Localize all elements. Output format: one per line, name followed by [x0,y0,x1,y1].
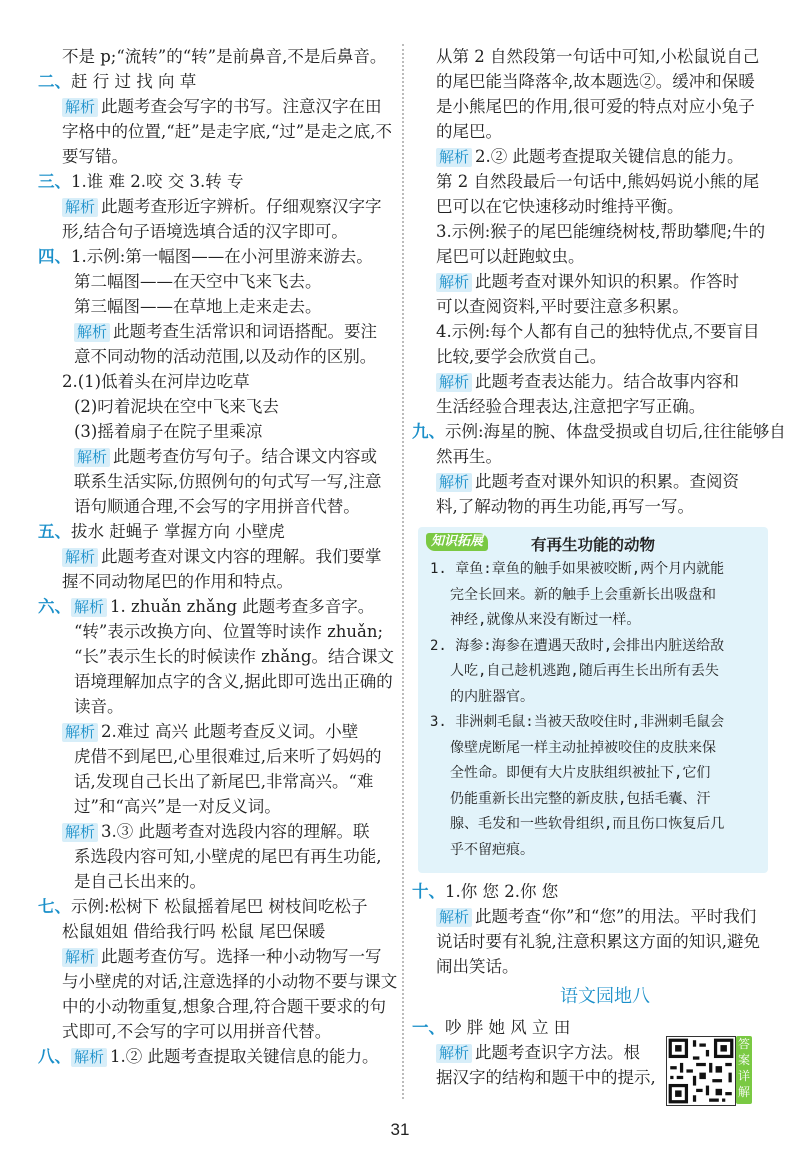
text-line [38,569,395,594]
line-text: 生活经验合理表达,注意把字写正确。 [436,397,706,416]
line-text: 握不同动物尾巴的作用和特点。 [62,572,293,591]
text-line [430,557,768,583]
analysis-tag: 解析 [62,823,98,842]
text-line [38,869,395,894]
line-text: (2)叼着泥块在空中飞来飞去 [74,397,279,416]
text-line [38,419,395,444]
line-text: 是小熊尾巴的作用,很可爱的特点对应小兔子 [436,97,755,116]
analysis-tag: 解析 [436,908,472,927]
line-text: “长”表示生长的时候读作 zhǎng。结合课文 [74,647,394,666]
text-line [38,594,395,619]
section-number: 五、 [38,522,71,541]
line-text: 1.谁 难 2.咬 交 3.转 专 [71,172,244,191]
qr-code-block[interactable] [666,1036,752,1108]
section-number: 六、 [38,597,71,616]
text-line [38,144,395,169]
text-line [38,44,395,69]
qr-code[interactable] [666,1036,736,1106]
line-text: 此题考查表达能力。结合故事内容和 [475,372,740,391]
text-line [38,719,395,744]
line-text: 1.示例:第一幅图——在小河里游来游去。 [71,247,373,266]
line-text: 示例:海星的腕、体盘受损或自切后,往往能够自 [445,422,786,441]
text-line [430,659,768,685]
text-line [412,319,768,344]
line-text: 系选段内容可知,小壁虎的尾巴有再生功能, [74,847,382,866]
knowledge-body [418,557,768,863]
text-line [38,269,395,294]
line-text: 2.(1)低着头在河岸边吃草 [62,372,250,391]
text-line [430,787,768,813]
knowledge-box [418,527,768,873]
text-line [412,394,768,419]
section-number: 十、 [412,882,445,901]
text-line [430,583,768,609]
text-line [412,194,768,219]
line-text: 2.② 此题考查提取关键信息的能力。 [475,147,744,166]
line-text: 料,了解动物的再生功能,再写一写。 [436,497,694,516]
line-text: 第二幅图——在天空中飞来飞去。 [74,272,322,291]
text-line [412,954,768,979]
analysis-tag: 解析 [74,323,110,342]
line-text: 说话时要有礼貌,注意积累这方面的知识,避免 [436,932,760,951]
line-text: “转”表示改换方向、位置等时读作 zhuǎn; [74,622,384,641]
text-line [412,269,768,294]
text-line [38,819,395,844]
line-text: 可以查阅资料,平时要注意多积累。 [436,297,689,316]
line-text: 仍能重新长出完整的新皮肤,包括毛囊、汗 [450,790,711,807]
line-text: 不是 p;“流转”的“转”是前鼻音,不是后鼻音。 [62,47,387,66]
text-line [412,904,768,929]
line-text: 意不同动物的活动范围,以及动作的区别。 [74,347,377,366]
text-line [430,608,768,634]
line-text: 此题考查会写字的书写。注意汉字在田 [101,97,382,116]
text-line [430,838,768,864]
line-text: 的内脏器官。 [450,688,534,705]
analysis-tag: 解析 [436,473,472,492]
line-text: 此题考查识字方法。根 [475,1043,641,1062]
text-line [412,419,786,444]
text-line [38,469,395,494]
text-line [38,294,395,319]
section-number: 七、 [38,897,71,916]
line-text: (3)摇着扇子在院子里乘凉 [74,422,263,441]
line-text: 2.难过 高兴 此题考查反义词。小壁 [101,722,359,741]
text-line [430,812,768,838]
line-text: 虎借不到尾巴,心里很难过,后来听了妈妈的 [74,747,382,766]
line-text: 1. zhuǎn zhǎng 此题考查多音字。 [110,597,375,616]
text-line [412,244,768,269]
text-line [38,394,395,419]
text-line [38,694,395,719]
analysis-tag: 解析 [436,1044,472,1063]
text-line [430,634,768,660]
line-text: 3.③ 此题考查对选段内容的理解。联 [101,822,370,841]
text-line [412,469,768,494]
line-text: 完全长回来。新的触手上会重新长出吸盘和 [450,586,716,603]
line-text: 全性命。即便有大片皮肤组织被扯下,它们 [450,765,711,781]
line-text: 1.你 您 2.你 您 [445,882,559,901]
line-text: 人吃,自己趁机逃跑,随后再生长出所有丢失 [450,663,719,679]
qr-answer-tag: 答案详解 [736,1036,752,1104]
text-line [38,519,395,544]
line-text: 中的小动物重复,想象合理,符合题干要求的句 [62,997,386,1016]
analysis-tag: 解析 [62,548,98,567]
text-line [412,294,768,319]
text-line [38,69,395,94]
section-number: 二、 [38,72,71,91]
text-line [412,69,768,94]
section-title: 语文园地八 [560,986,650,1007]
text-line [412,879,768,904]
line-text: 从第 2 自然段第一句话中可知,小松鼠说自己 [436,47,760,66]
line-text: 据汉字的结构和题干中的提示, [436,1068,656,1087]
text-line [412,94,768,119]
text-line [412,1015,662,1040]
line-text: 语境理解加点字的含义,据此即可选出正确的 [74,672,393,691]
line-text: 此题考查对课外知识的积累。作答时 [475,272,740,291]
line-text: 赶 行 过 找 向 草 [71,72,197,91]
qr-code-icon [667,1037,735,1105]
text-line [412,219,768,244]
line-text: 第 2 自然段最后一句话中,熊妈妈说小熊的尾 [436,172,760,191]
text-line [38,994,395,1019]
text-line [38,919,395,944]
line-text: 2. 海参:海参在遭遇天敌时,会排出内脏送给敌 [430,637,725,654]
line-text: 吵 胖 她 风 立 田 [445,1018,571,1037]
line-text: 是自己长出来的。 [74,872,206,891]
text-line [412,369,768,394]
text-line [38,744,395,769]
line-text: 此题考查“你”和“您”的用法。平时我们 [475,907,757,926]
text-line [38,94,395,119]
text-line [412,169,768,194]
text-line [38,119,395,144]
line-text: 乎不留疤痕。 [450,841,534,858]
text-line [412,444,768,469]
section-number: 一、 [412,1018,445,1037]
line-text: 与小壁虎的对话,注意选择的小动物不要与课文 [62,972,398,991]
text-line [430,710,768,736]
text-line [430,736,768,762]
line-text: 第三幅图——在草地上走来走去。 [74,297,322,316]
text-line [38,969,398,994]
line-text: 此题考查生活常识和词语搭配。要注 [113,322,378,341]
analysis-tag: 解析 [62,948,98,967]
line-text: 松鼠姐姐 借给我行吗 松鼠 尾巴保暖 [62,922,326,941]
text-line [412,1040,662,1065]
line-text: 此题考查形近字辨析。仔细观察汉字字 [101,197,382,216]
line-text: 尾巴可以赶跑蚊虫。 [436,247,585,266]
text-line [38,444,395,469]
text-line [38,944,395,969]
right-bottom-answers [412,879,768,979]
text-line [38,344,395,369]
line-text: 4.示例:每个人都有自己的独特优点,不要盲目 [436,322,760,341]
text-line [38,194,395,219]
line-text: 3. 非洲刺毛鼠:当被天敌咬住时,非洲刺毛鼠会 [430,714,725,730]
text-line [412,119,768,144]
knowledge-box-header [418,527,768,557]
section-number: 三、 [38,172,71,191]
line-text: 语句顺通合理,不会写的字用拼音代替。 [74,497,360,516]
line-text: 的尾巴。 [436,122,502,141]
analysis-tag: 解析 [436,373,472,392]
analysis-tag: 解析 [71,598,107,617]
section-number: 四、 [38,247,71,266]
line-text: 示例:松树下 松鼠摇着尾巴 树枝间吃松子 [71,897,368,916]
line-text: 神经,就像从来没有断过一样。 [450,612,641,628]
right-top-answers [412,44,786,519]
text-line [412,344,768,369]
text-line [38,1019,395,1044]
text-line [38,619,395,644]
line-text: 比较,要学会欣赏自己。 [436,347,607,366]
analysis-tag: 解析 [62,723,98,742]
analysis-tag: 解析 [74,448,110,467]
line-text: 式即可,不会写的字可以用拼音代替。 [62,1022,332,1041]
column-divider [402,44,404,1099]
text-line [38,544,395,569]
knowledge-title: 有再生功能的动物 [530,535,655,554]
line-text: 此题考查对课外知识的积累。查阅资 [475,472,740,491]
knowledge-label: 知识拓展 [426,533,488,551]
line-text: 过”和“高兴”是一对反义词。 [74,797,281,816]
text-line [412,44,768,69]
text-line [412,494,768,519]
analysis-tag: 解析 [436,273,472,292]
text-line [412,929,768,954]
analysis-tag: 解析 [62,198,98,217]
text-line [430,685,768,711]
text-line [38,844,395,869]
text-line [38,494,395,519]
analysis-tag: 解析 [436,148,472,167]
line-text: 像壁虎断尾一样主动扯掉被咬住的皮肤来保 [450,739,716,756]
line-text: 话,发现自己长出了新尾巴,非常高兴。“难 [74,772,374,791]
text-line [38,894,395,919]
line-text: 要写错。 [62,147,128,166]
right-end-answers [412,1015,662,1090]
text-line [38,369,395,394]
text-line [38,169,395,194]
line-text: 1. 章鱼:章鱼的触手如果被咬断,两个月内就能 [430,561,725,577]
line-text: 闹出笑话。 [436,957,519,976]
line-text: 然再生。 [436,447,502,466]
page-number: 31 [390,1120,410,1139]
analysis-tag: 解析 [71,1048,107,1067]
line-text: 巴可以在它快速移动时维持平衡。 [436,197,684,216]
line-text: 联系生活实际,仿照例句的句式写一写,注意 [74,472,382,491]
line-text: 形,结合句子语境选填合适的汉字即可。 [62,222,348,241]
line-text: 3.示例:猴子的尾巴能缠绕树枝,帮助攀爬;牛的 [436,222,766,241]
line-text: 腺、毛发和一些软骨组织,而且伤口恢复后几 [450,816,725,832]
text-line [38,1044,395,1069]
analysis-tag: 解析 [62,98,98,117]
text-line [38,319,395,344]
line-text: 字格中的位置,“赶”是走字底,“过”是走之底,不 [62,122,392,141]
text-line [412,144,768,169]
text-line [38,244,395,269]
text-line [38,219,395,244]
text-line [412,1065,662,1090]
text-line [430,761,768,787]
text-line [38,644,395,669]
right-column [412,44,786,1090]
line-text: 读音。 [74,697,124,716]
line-text: 此题考查仿写句子。结合课文内容或 [113,447,378,466]
text-line [38,769,395,794]
line-text: 的尾巴能当降落伞,故本题选②。缓冲和保暖 [436,72,755,91]
line-text: 此题考查仿写。选择一种小动物写一写 [101,947,382,966]
section-number: 九、 [412,422,445,441]
line-text: 此题考查对课文内容的理解。我们要掌 [101,547,382,566]
text-line [38,669,395,694]
line-text: 拔水 赶蝇子 掌握方向 小壁虎 [71,522,285,541]
section-number: 八、 [38,1047,71,1066]
line-text: 1.② 此题考查提取关键信息的能力。 [110,1047,379,1066]
text-line [38,794,395,819]
left-column [38,44,398,1069]
